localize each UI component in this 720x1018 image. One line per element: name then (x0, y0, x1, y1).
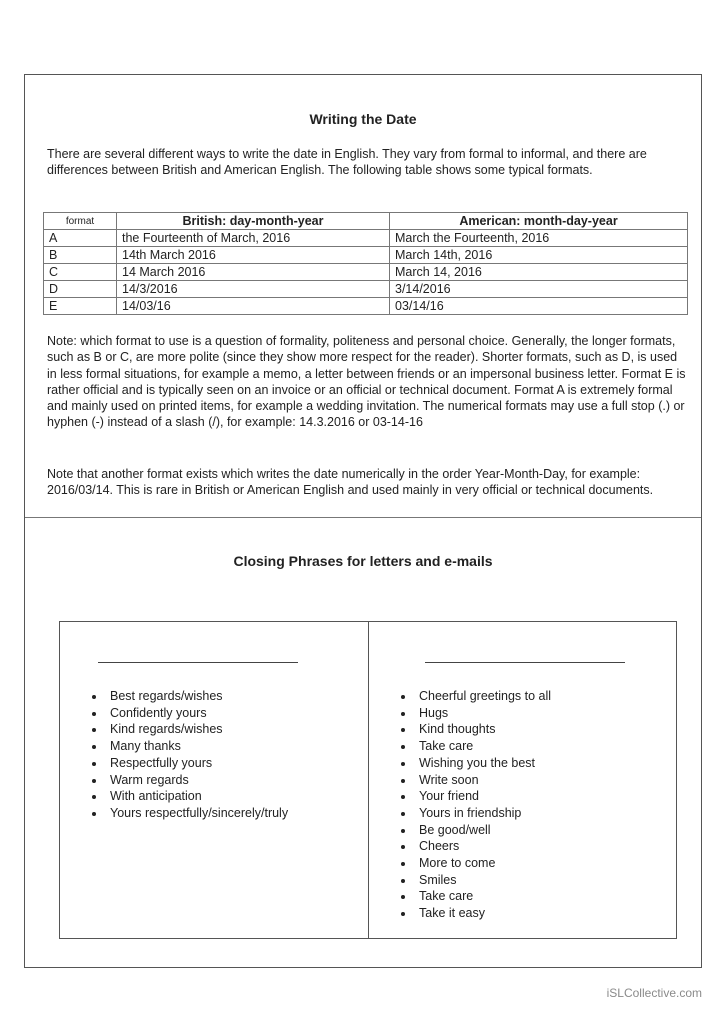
british-cell: the Fourteenth of March, 2016 (117, 230, 390, 247)
header-format: format (44, 213, 117, 230)
american-cell: March 14th, 2016 (390, 247, 688, 264)
list-item: Your friend (399, 788, 551, 805)
american-cell: March the Fourteenth, 2016 (390, 230, 688, 247)
table-header-row (44, 213, 688, 230)
list-item: Confidently yours (90, 705, 288, 722)
list-item: With anticipation (90, 788, 288, 805)
intro-paragraph: There are several different ways to write the date in English. They vary from formal to informal, and there are differences between British and American English. The following table shows some typical formats. (47, 147, 647, 178)
format-cell: E (44, 298, 117, 315)
watermark-logo: iSLCollective.com (606, 986, 702, 1000)
list-item: Kind regards/wishes (90, 721, 288, 738)
table-row (44, 298, 688, 315)
format-cell: C (44, 264, 117, 281)
list-item: Kind thoughts (399, 721, 551, 738)
british-cell: 14/3/2016 (117, 281, 390, 298)
list-item: Smiles (399, 872, 551, 889)
british-cell: 14 March 2016 (117, 264, 390, 281)
list-item: Cheers (399, 838, 551, 855)
heading-blank-line (425, 662, 625, 663)
american-cell: March 14, 2016 (390, 264, 688, 281)
format-cell: D (44, 281, 117, 298)
informal-phrases-column (369, 622, 677, 938)
writing-the-date-section (25, 75, 701, 518)
section-title-closing-phrases: Closing Phrases for letters and e-mails (233, 553, 493, 569)
list-item: Hugs (399, 705, 551, 722)
table-row (44, 247, 688, 264)
date-formats-table (43, 212, 688, 315)
list-item: Be good/well (399, 822, 551, 839)
british-cell: 14/03/16 (117, 298, 390, 315)
format-cell: B (44, 247, 117, 264)
formal-phrases-list (90, 688, 288, 822)
list-item: Yours in friendship (399, 805, 551, 822)
formal-phrases-column (60, 622, 368, 938)
format-cell: A (44, 230, 117, 247)
list-item: Cheerful greetings to all (399, 688, 551, 705)
british-cell: 14th March 2016 (117, 247, 390, 264)
header-american: American: month-day-year (390, 213, 688, 230)
list-item: Take care (399, 738, 551, 755)
list-item: Wishing you the best (399, 755, 551, 772)
list-item: Respectfully yours (90, 755, 288, 772)
list-item: Best regards/wishes (90, 688, 288, 705)
list-item: More to come (399, 855, 551, 872)
note-paragraph-year-month-day: Note that another format exists which writes the date numerically in the order Year-Month-Day, for example: 2016/03/14. This is rare in British or American English and used mainly in very official or technical documents. (47, 467, 654, 498)
table-row (44, 264, 688, 281)
table-row (44, 230, 688, 247)
list-item: Warm regards (90, 772, 288, 789)
worksheet-page (24, 74, 702, 968)
list-item: Take it easy (399, 905, 551, 922)
list-item: Write soon (399, 772, 551, 789)
heading-blank-line (98, 662, 298, 663)
note-paragraph-formality: Note: which format to use is a question of formality, politeness and personal choice. Generally, the longer formats, such as B or C, are more polite (since they show more respect for the reader). Shorter formats, such as D, is used in less formal situations, for example a memo, a letter between friends or an impersonal business letter. Format E is rather official and is typically seen on an invoice or an official or technical document. Format A is extremely formal and mainly used on printed items, for example a wedding invitation. The numerical formats may use a full stop (.) or hyphen (-) instead of a slash (/), for example: 14.3.2016 or 03-14-16 (47, 334, 686, 430)
american-cell: 3/14/2016 (390, 281, 688, 298)
section-title-writing-date: Writing the Date (309, 111, 417, 127)
list-item: Take care (399, 888, 551, 905)
list-item: Yours respectfully/sincerely/truly (90, 805, 288, 822)
informal-phrases-list (399, 688, 551, 922)
list-item: Many thanks (90, 738, 288, 755)
closing-phrases-box (59, 621, 677, 939)
american-cell: 03/14/16 (390, 298, 688, 315)
table-row (44, 281, 688, 298)
header-british: British: day-month-year (117, 213, 390, 230)
